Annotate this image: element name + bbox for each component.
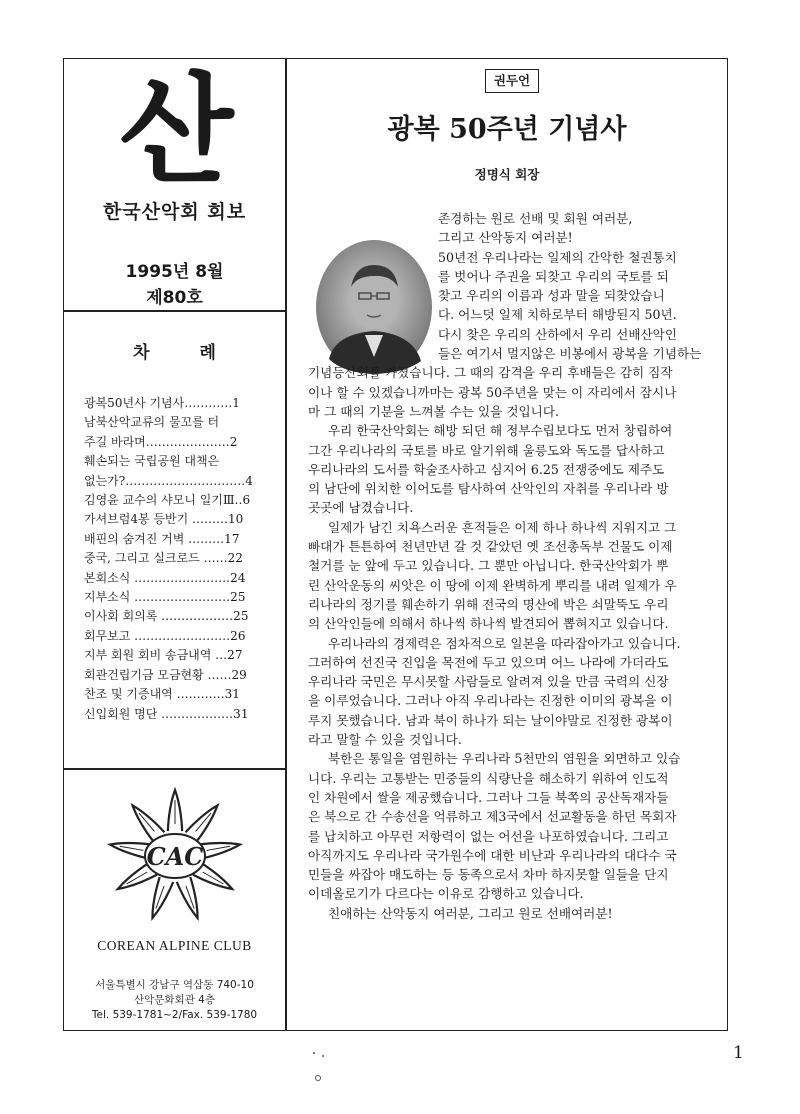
- club-address: [64, 978, 285, 1023]
- article-line: 곳곳에 남겼습니다.: [308, 500, 414, 516]
- toc-entry: 지부 회원 회비 송금내역 …27: [84, 648, 243, 663]
- table-of-contents: [64, 312, 285, 770]
- article-line: 민들을 싸잡아 매도하는 등 동족으로서 차마 하지못할 일들을 단지: [308, 867, 669, 883]
- org-name: 한국산악회 회보: [102, 201, 247, 223]
- scan-specks: [310, 1050, 330, 1090]
- toc-entry: 회무보고 ……………………26: [84, 628, 246, 643]
- toc-entry: 지부소식 ……………………25: [84, 590, 246, 605]
- article-line: 아직까지도 우리나라 국가원수에 대한 비난과 우리나라의 대다수 국: [308, 847, 677, 863]
- newsletter-logo: 산: [119, 60, 230, 199]
- address-line: 서울특별시 강남구 역삼동 740-10: [95, 979, 254, 991]
- article-line: 찾고 우리의 이름과 성과 말을 되찾았습니: [438, 288, 665, 304]
- toc-entry: 남북산악교류의 물꼬를 터: [84, 415, 220, 430]
- emblem-text: CAC: [146, 842, 204, 871]
- article-line: 을 이루었습니다. 그러나 아직 우리나라는 진정한 이미의 광복을 이: [308, 693, 673, 709]
- toc-entry: 본회소식 ……………………24: [84, 570, 246, 585]
- article-line: 친애하는 산악동지 여러분, 그리고 원로 선배여러분!: [328, 905, 613, 921]
- toc-entry: 없는가?…………………………4: [84, 473, 253, 488]
- article-line: 다시 찾은 우리의 산하에서 우리 선배산악인: [438, 326, 677, 342]
- article-line: 우리나라 국민은 무시못할 사람들로 알려져 있을 만큼 국력의 신장: [308, 674, 669, 690]
- article-body: [308, 209, 723, 923]
- toc-entry: 회관건립기금 모금현황 ……29: [84, 667, 247, 682]
- article-line: 들은 여기서 멀지않은 비봉에서 광복을 기념하는: [438, 346, 702, 362]
- article-line: 라고 말할 수 있을 것입니다.: [308, 732, 462, 748]
- toc-entry: 이사회 회의록 ………………25: [84, 609, 249, 624]
- toc-list: [84, 394, 279, 724]
- article-line: 은 북으로 간 수송선을 억류하고 제3국에서 선교활동을 하던 목회자: [308, 809, 677, 825]
- toc-entry: 주길 바라며…………………2: [84, 434, 238, 449]
- article-line: 의 산악인들에 의해서 하나씩 하나씩 발견되어 뽑혀지고 있습니다.: [308, 616, 669, 632]
- article-line: 우리 한국산악회는 해방 되던 해 정부수립보다도 먼저 창립하여: [328, 423, 673, 439]
- article-line: 의 남단에 위치한 이어도를 탐사하여 산악인의 자취를 우리나라 방: [308, 481, 669, 497]
- article-line: 우리나라의 도서를 학술조사하고 심지어 6.25 전쟁중에도 제주도: [308, 461, 665, 477]
- petal: [152, 877, 173, 918]
- toc-entry: 김영윤 교수의 샤모니 일기Ⅲ‥6: [84, 493, 251, 508]
- article-line: 북한은 통일을 염원하는 우리나라 5천만의 염원을 외면하고 있습: [328, 751, 681, 767]
- toc-entry: 가셔브럼4봉 등반기 ………10: [84, 512, 244, 527]
- article-line: 인 차원에서 쌀을 제공했습니다. 그러나 그들 북쪽의 공산독재자들: [308, 789, 669, 805]
- article-line: 린 산악운동의 씨앗은 이 땅에 이제 완벽하게 뿌리를 내려 일제가 우: [308, 577, 677, 593]
- article-line: 존경하는 원로 선배 및 회원 여러분,: [438, 211, 633, 226]
- article-line: 이나 할 수 있겠습니까마는 광복 50주년을 맞는 이 자리에서 잠시나: [308, 384, 677, 400]
- club-name: COREAN ALPINE CLUB: [97, 938, 252, 953]
- article-line: 그간 우리나라의 국토를 바로 알기위해 울릉도와 독도를 답사하고: [308, 442, 665, 458]
- toc-entry: 배핀의 숨겨진 거벽 ………17: [84, 531, 240, 546]
- article-line: 다. 어느덧 일제 치하로부터 해방된지 50년.: [438, 307, 677, 323]
- article-line: 를 벗어나 주권을 되찾고 우리의 국토를 되: [438, 268, 669, 284]
- article-byline: 정명식 회장: [474, 167, 540, 182]
- article-line: 그러하여 선진국 진입을 목전에 두고 있으며 어느 나라에 가더라도: [308, 654, 669, 670]
- article-line: 일제가 남긴 치욕스러운 흔적들은 이제 하나 하나씩 지워지고 그: [328, 519, 677, 535]
- left-column: [64, 59, 287, 1030]
- toc-entry: 훼손되는 국립공원 대책은: [84, 454, 220, 469]
- article-title: 광복 50주년 기념사: [387, 114, 627, 145]
- article-line: 이데올로기가 다르다는 이유로 감행하고 있습니다.: [308, 886, 584, 902]
- article-column: [287, 59, 727, 1030]
- masthead: [64, 59, 285, 312]
- toc-entry: 신입회원 명단 ………………31: [84, 706, 249, 721]
- toc-entry: 광복50년사 기념사…………1: [84, 396, 240, 410]
- article-line: 빠대가 튼튼하여 천년만년 갈 것 같았던 옛 조선총독부 건물도 이제: [308, 539, 673, 555]
- club-info: [64, 770, 285, 1032]
- phone-fax: Tel. 539-1781~2/Fax. 539-1780: [91, 1009, 258, 1021]
- petal: [177, 877, 198, 918]
- page-frame: [63, 58, 728, 1031]
- article-line: 마 그 때의 기분을 느껴볼 수는 있을 것입니다.: [308, 403, 560, 419]
- toc-entry: 찬조 및 기증내역 …………31: [84, 687, 240, 702]
- issue-number: 제80호: [146, 288, 203, 308]
- address-line: 산악문화회관 4층: [133, 994, 216, 1006]
- article-line: 우리나라의 경제력은 점차적으로 일본을 따라잡아가고 있습니다.: [328, 635, 681, 651]
- article-line: 그리고 산악동지 여러분!: [438, 230, 573, 246]
- toc-title: 차 례: [133, 343, 238, 363]
- article-line: 철거를 눈 앞에 두고 있습니다. 그 뿐만 아닙니다. 한국산악회가 뿌: [308, 558, 669, 574]
- article-line: 기념등산회를 가졌습니다. 그 때의 감격을 우리 후배들은 감히 짐작: [308, 365, 673, 381]
- toc-entry: 중국, 그리고 실크로드 ……22: [84, 551, 243, 566]
- section-tag: 권두언: [485, 69, 539, 93]
- article-line: 리나라의 정기를 훼손하기 위해 전국의 명산에 박은 쇠말뚝도 우리: [308, 596, 669, 612]
- issue-date: 1995년 8월: [125, 262, 224, 282]
- article-line: 를 납치하고 아무런 저항력이 없는 어선을 나포하였습니다. 그리고: [308, 828, 669, 844]
- page-number: 1: [733, 1043, 744, 1063]
- article-line: 50년전 우리나라는 일제의 간악한 철권통치: [438, 249, 677, 265]
- article-line: 니다. 우리는 고통받는 민중들의 식량난을 해소하기 위하여 인도적: [308, 770, 669, 786]
- edelweiss-emblem-icon: [104, 784, 246, 926]
- article-line: 루지 못했습니다. 남과 북이 하나가 되는 날이야말로 진정한 광복이: [308, 712, 673, 728]
